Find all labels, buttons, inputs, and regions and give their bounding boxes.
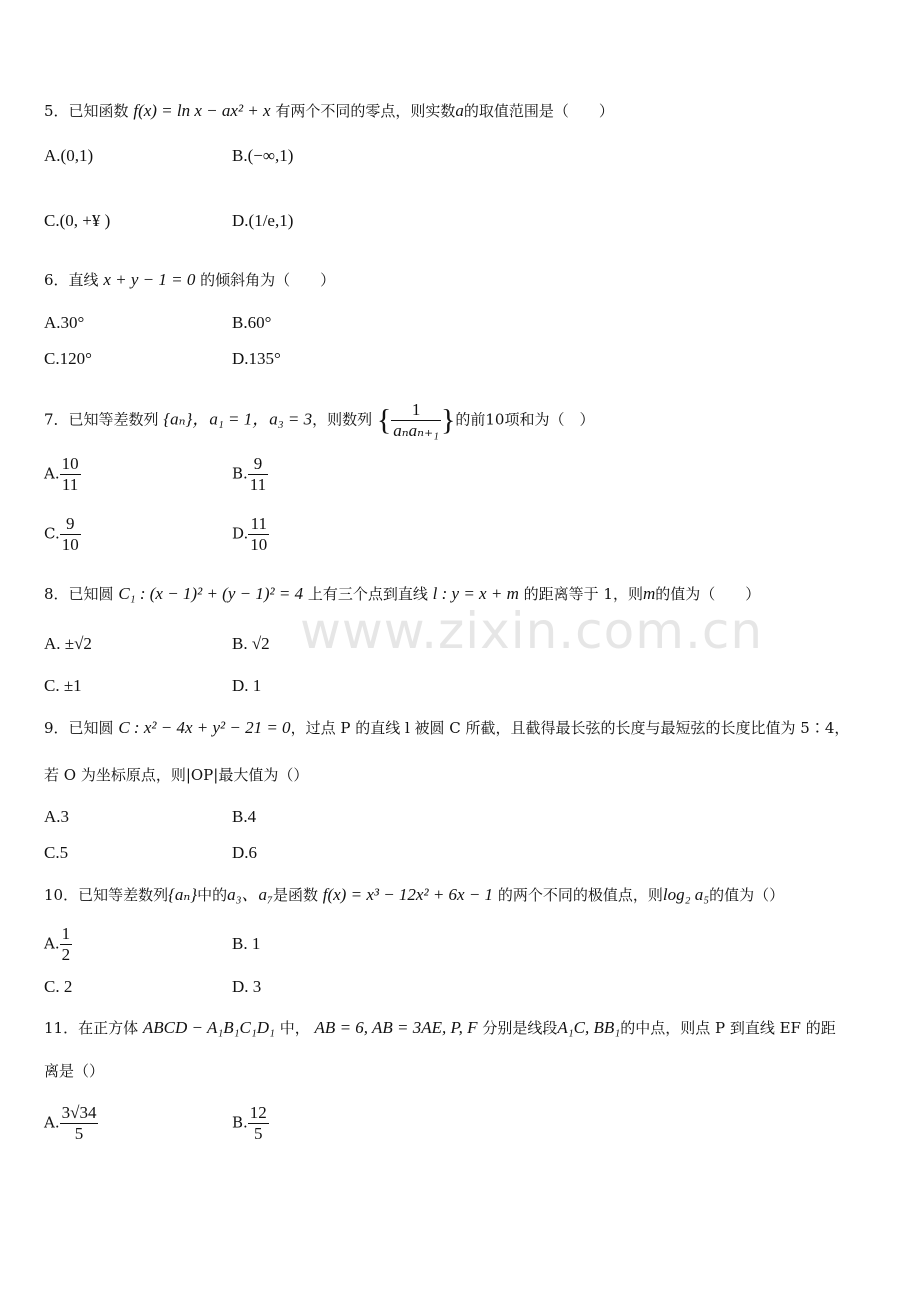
fraction-numerator: 3√34: [61, 1103, 97, 1122]
question-number: 11．: [44, 1019, 79, 1037]
question-text: ，则数列: [312, 410, 373, 429]
question-text: 有两个不同的零点，则实数: [275, 102, 456, 120]
fraction: [60, 514, 81, 555]
option-b[interactable]: [232, 454, 268, 495]
formula: AB = 6, AB = 3AE, P, F: [314, 1018, 478, 1037]
formula: ABCD − A₁B₁C₁D₁: [142, 1018, 275, 1037]
option-b[interactable]: B. 1: [232, 934, 261, 953]
question-text: 的值为（ ）: [655, 585, 761, 603]
question-text: 直线: [68, 271, 99, 289]
option-c[interactable]: C.120°: [44, 349, 92, 368]
option-c[interactable]: C. ±1: [44, 676, 82, 695]
formula: f(x) = ln x − ax² + x: [133, 101, 271, 120]
question-text: 在正方体: [78, 1019, 139, 1037]
option-a[interactable]: [44, 454, 81, 495]
fraction-denominator: 11: [249, 475, 267, 494]
fraction-denominator: 2: [61, 945, 71, 964]
option-label: A.: [44, 934, 60, 953]
option-label: B.: [232, 464, 248, 483]
option-a[interactable]: A.30°: [44, 313, 85, 332]
fraction-denominator: 10: [61, 535, 79, 554]
fraction: [391, 400, 441, 441]
formula: a: [455, 101, 464, 120]
option-c[interactable]: C.(0, +¥ ): [44, 211, 111, 230]
fraction: [248, 1103, 269, 1144]
brace-open: {: [376, 403, 392, 437]
question-11: [44, 1017, 836, 1039]
option-d[interactable]: D.135°: [232, 349, 281, 368]
question-text: 上有三个点到直线: [307, 585, 428, 603]
option-d[interactable]: D. 3: [232, 977, 262, 996]
option-b[interactable]: [232, 1103, 269, 1144]
formula: log₂ a₅: [662, 885, 710, 904]
option-b[interactable]: B. √2: [232, 634, 270, 653]
question-number: 10．: [44, 886, 79, 904]
question-text: 已知圆: [68, 719, 114, 737]
option-label: A.: [44, 464, 60, 483]
question-8: [44, 583, 760, 605]
option-c[interactable]: C. 2: [44, 977, 73, 996]
option-b[interactable]: B.60°: [232, 313, 272, 332]
question-number: 5．: [44, 102, 69, 120]
option-label: D.: [232, 524, 249, 543]
fraction-numerator: 11: [248, 514, 269, 535]
option-a[interactable]: [44, 1103, 98, 1144]
watermark: www.zixin.com.cn: [300, 602, 764, 660]
question-number: 9．: [44, 719, 69, 737]
fraction: [248, 454, 268, 495]
question-text: 的两个不同的极值点，则: [497, 886, 663, 904]
fraction-numerator: 1: [61, 924, 71, 943]
option-label: C.: [44, 524, 60, 543]
question-6: [44, 269, 335, 291]
option-b[interactable]: B.(−∞,1): [232, 146, 294, 165]
option-label: A.: [44, 1113, 60, 1132]
question-text: 中，: [279, 1019, 310, 1037]
fraction-denominator: 11: [61, 475, 79, 494]
option-d[interactable]: [232, 514, 269, 555]
fraction-denominator: 5: [74, 1124, 84, 1143]
formula: f(x) = x³ − 12x² + 6x − 1: [322, 885, 494, 904]
question-text: 已知圆: [68, 585, 114, 603]
question-9: [44, 717, 849, 739]
question-11-line-2: 离是（）: [44, 1062, 105, 1080]
option-a[interactable]: A.(0,1): [44, 146, 94, 165]
question-text: 的值为（）: [709, 886, 785, 904]
formula: m: [642, 584, 656, 603]
fraction-denominator: 10: [250, 535, 268, 554]
option-b[interactable]: B.4: [232, 807, 257, 826]
fraction: [60, 924, 73, 965]
question-9-line-2: 若 O 为坐标原点，则|OP|最大值为（）: [44, 766, 309, 784]
question-text: 中的: [197, 886, 228, 904]
fraction: [60, 454, 81, 495]
question-text: 的取值范围是（ ）: [463, 102, 614, 120]
question-text: 分别是线段: [482, 1019, 558, 1037]
question-text: 已知等差数列: [78, 886, 169, 904]
fraction-numerator: 10: [61, 454, 79, 473]
question-text: 已知等差数列: [68, 410, 159, 429]
option-a[interactable]: [44, 924, 72, 965]
question-10: [44, 884, 784, 906]
formula: {aₙ}: [168, 885, 198, 904]
option-c[interactable]: C.5: [44, 843, 69, 862]
option-d[interactable]: D.(1/e,1): [232, 211, 294, 230]
question-number: 7．: [44, 410, 69, 429]
formula: C₁ : (x − 1)² + (y − 1)² = 4: [118, 584, 304, 603]
question-5: [44, 100, 614, 122]
formula: a₃、a₇: [227, 885, 273, 904]
fraction-numerator: 9: [248, 454, 268, 475]
question-text: 的距离等于 1，则: [523, 585, 643, 603]
formula: A₁C, BB₁: [557, 1018, 621, 1037]
option-a[interactable]: A.3: [44, 807, 70, 826]
option-c[interactable]: [44, 514, 81, 555]
question-text: 的中点，则点 P 到直线 EF 的距: [620, 1019, 836, 1037]
fraction-numerator: 9: [60, 514, 81, 535]
formula: {aₙ}，a₁ = 1，a₃ = 3: [163, 409, 313, 429]
question-number: 8．: [44, 585, 69, 603]
formula: l : y = x + m: [432, 584, 519, 603]
fraction-denominator: aₙaₙ₊₁: [393, 421, 439, 440]
formula: C : x² − 4x + y² − 21 = 0: [118, 718, 291, 737]
option-d[interactable]: D. 1: [232, 676, 262, 695]
question-text: 的倾斜角为（ ）: [200, 271, 336, 289]
question-text: 的前10项和为（ ）: [455, 410, 595, 429]
question-text: 已知函数: [68, 102, 129, 120]
question-text: ，过点 P 的直线 l 被圆 C 所截，且截得最长弦的长度与最短弦的长度比值为 5∶4，: [290, 719, 850, 737]
option-label: B.: [232, 1113, 248, 1132]
fraction-numerator: 12: [249, 1103, 267, 1122]
fraction: [60, 1103, 99, 1144]
option-d[interactable]: D.6: [232, 843, 258, 862]
fraction-denominator: 5: [254, 1124, 263, 1143]
brace-close: }: [440, 403, 456, 437]
fraction: [248, 514, 269, 555]
question-7: [44, 400, 594, 441]
fraction-numerator: 1: [391, 400, 441, 421]
option-a[interactable]: A. ±√2: [44, 634, 92, 653]
question-number: 6．: [44, 271, 69, 289]
question-text: 是函数: [272, 886, 318, 904]
formula: x + y − 1 = 0: [103, 270, 196, 289]
